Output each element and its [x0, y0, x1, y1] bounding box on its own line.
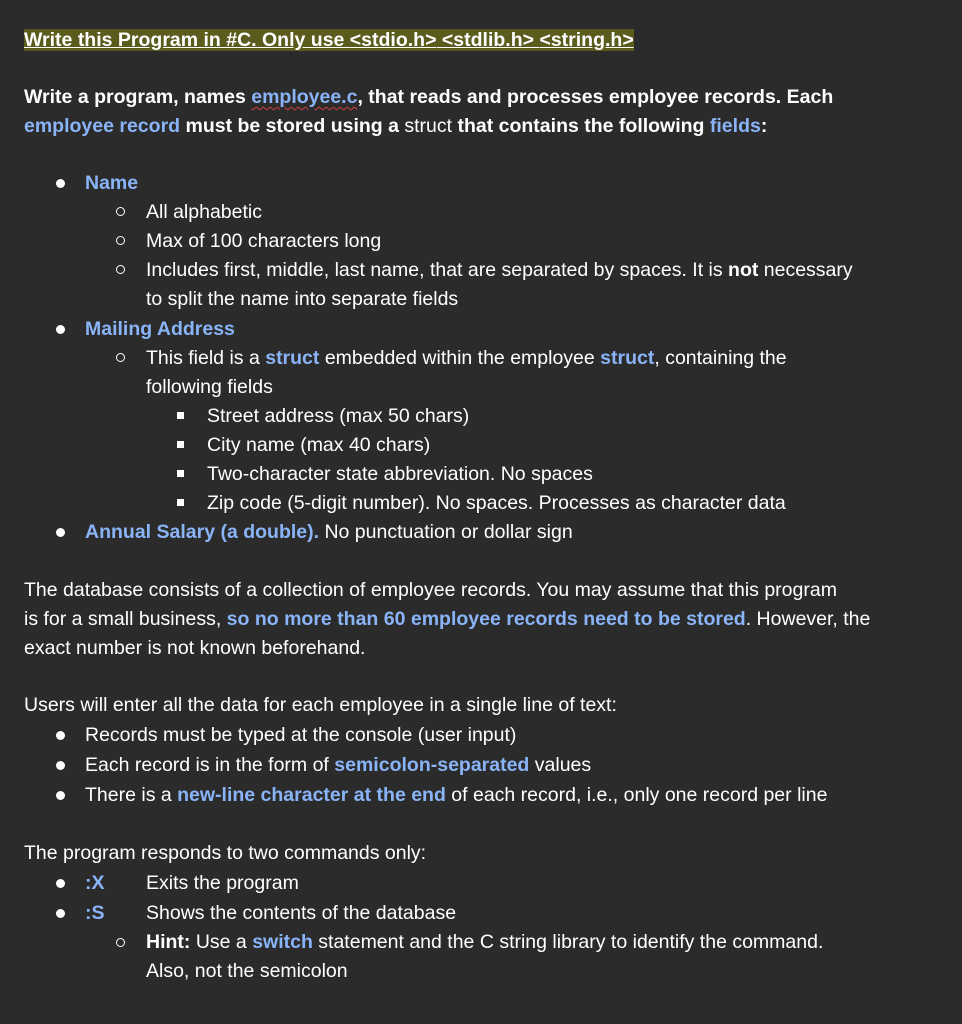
filename: employee.c [251, 86, 358, 108]
bullet-dot [56, 179, 65, 188]
bullet-ring [116, 938, 125, 947]
text: Each record is in the form of [85, 754, 335, 776]
hint-label: Hint: [146, 931, 191, 953]
intro-text: : [760, 115, 768, 137]
switch-term: switch [252, 931, 313, 953]
text: , containing the [654, 347, 787, 369]
heading-stdlib: <stdlib.h> [441, 29, 535, 51]
database-line-3: exact number is not known beforehand. [24, 637, 366, 659]
command-s: :S [85, 902, 105, 924]
bullet-ring [116, 236, 125, 245]
intro-text: must be stored using a [180, 115, 405, 137]
text: statement and the C string library to identify the command. [312, 931, 824, 953]
field-address-label: Mailing Address [85, 318, 235, 340]
text: is for a small business, [24, 608, 227, 630]
field-salary [85, 519, 573, 545]
address-desc-cont: following fields [146, 376, 273, 398]
bullet-square [177, 499, 184, 506]
heading-stdio: <stdio.h> [349, 29, 437, 51]
bullet-ring [116, 207, 125, 216]
name-rule-3-cont: to split the name into separate fields [146, 288, 459, 310]
bullet-dot [56, 791, 65, 800]
text: Includes first, middle, last name, that are separated by spaces. It is [146, 259, 729, 281]
address-field-city: City name (max 40 chars) [207, 434, 431, 456]
intro-line-1 [24, 84, 833, 110]
bullet-square [177, 412, 184, 419]
name-rule-2: Max of 100 characters long [146, 230, 382, 252]
input-intro: Users will enter all the data for each employee in a single line of text: [24, 694, 617, 716]
database-line-2 [24, 606, 870, 632]
text: . However, the [745, 608, 871, 630]
heading-prefix: Write this Program in #C. Only use [24, 29, 350, 51]
intro-text: Write a program, names [24, 86, 252, 108]
intro-line-2 [24, 113, 767, 139]
semicolon-term: semicolon-separated [334, 754, 530, 776]
bullet-square [177, 470, 184, 477]
struct-term: struct [404, 115, 453, 137]
text: Use a [190, 931, 253, 953]
record-limit-note: so no more than 60 employee records need to be stored [226, 608, 746, 630]
database-line-1: The database consists of a collection of employee records. You may assume that this program [24, 579, 837, 601]
bullet-dot [56, 909, 65, 918]
intro-text: that contains the following [452, 115, 710, 137]
emphasis-not: not [728, 259, 759, 281]
command-x-desc: Exits the program [146, 872, 299, 894]
bullet-ring [116, 353, 125, 362]
address-field-street: Street address (max 50 chars) [207, 405, 470, 427]
address-desc [146, 345, 787, 371]
fields-term: fields [709, 115, 761, 137]
intro-text: , that reads and processes employee records. Each [357, 86, 834, 108]
command-x: :X [85, 872, 105, 894]
bullet-square [177, 441, 184, 448]
text: values [529, 754, 592, 776]
name-rule-3 [146, 257, 853, 283]
hint-line [146, 929, 823, 955]
text: There is a [85, 784, 178, 806]
text: No punctuation or dollar sign [319, 521, 573, 543]
struct-term: struct [600, 347, 655, 369]
name-rule-1: All alphabetic [146, 201, 262, 223]
command-s-desc: Shows the contents of the database [146, 902, 457, 924]
text: embedded within the employee [319, 347, 601, 369]
bullet-ring [116, 265, 125, 274]
bullet-dot [56, 879, 65, 888]
text: of each record, i.e., only one record per line [445, 784, 828, 806]
input-bullet-3 [85, 782, 827, 808]
input-bullet-1: Records must be typed at the console (user input) [85, 724, 517, 746]
text: necessary [758, 259, 853, 281]
hint-line-cont: Also, not the semicolon [146, 960, 348, 982]
address-field-zip: Zip code (5-digit number). No spaces. Processes as character data [207, 492, 786, 514]
commands-intro: The program responds to two commands only: [24, 842, 427, 864]
bullet-dot [56, 528, 65, 537]
input-bullet-2 [85, 752, 591, 778]
address-field-state: Two-character state abbreviation. No spaces [207, 463, 593, 485]
heading-string: <string.h> [539, 29, 634, 51]
bullet-dot [56, 761, 65, 770]
field-name-label: Name [85, 172, 139, 194]
bullet-dot [56, 325, 65, 334]
field-salary-label: Annual Salary (a double). [85, 521, 320, 543]
employee-record-term: employee record [24, 115, 181, 137]
text: This field is a [146, 347, 266, 369]
heading [24, 27, 634, 53]
bullet-dot [56, 731, 65, 740]
newline-term: new-line character at the end [177, 784, 446, 806]
struct-term: struct [265, 347, 320, 369]
